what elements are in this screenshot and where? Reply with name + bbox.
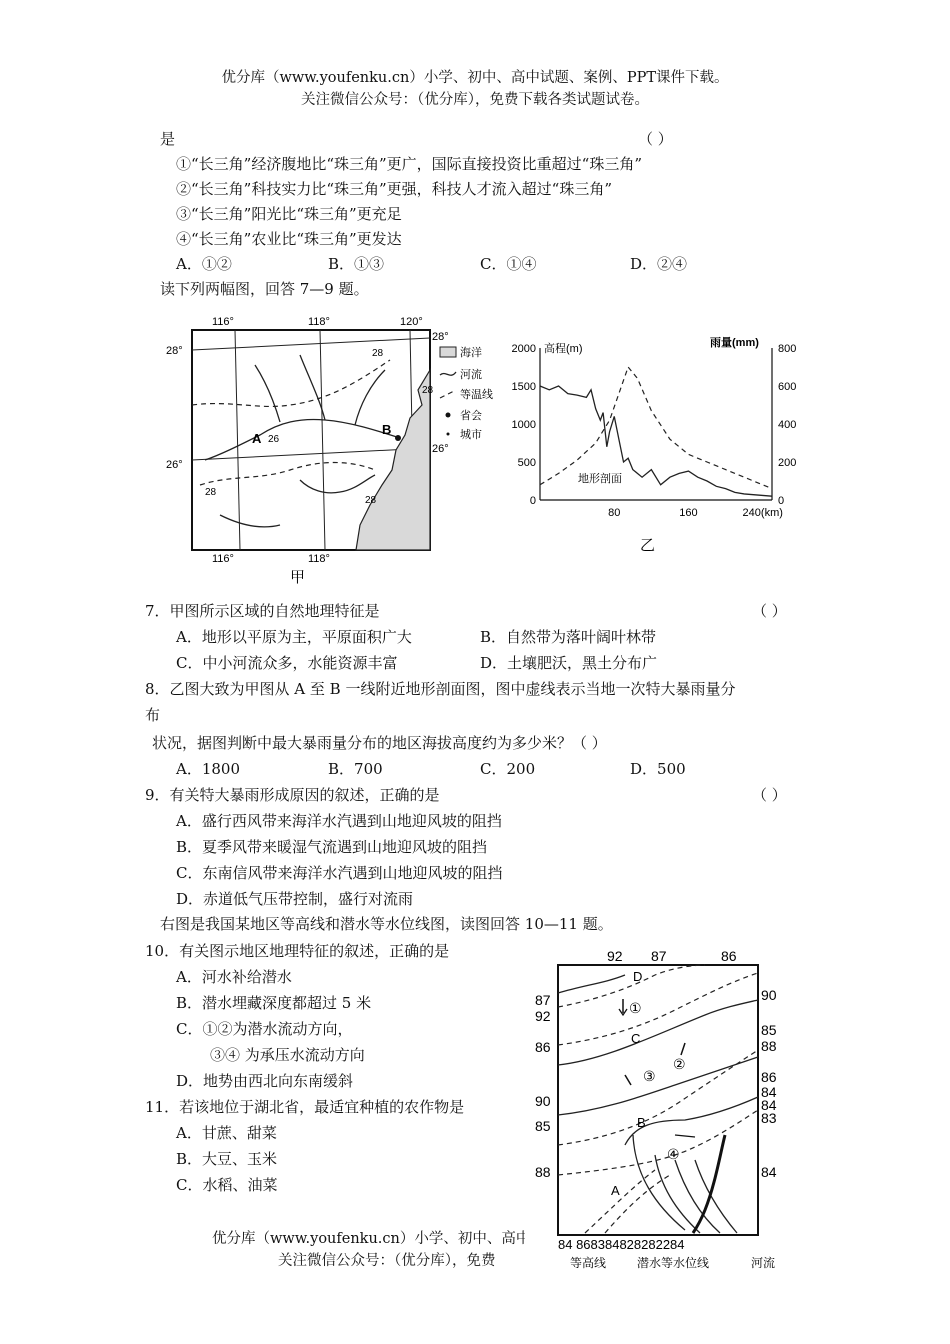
- footer-line-2: 关注微信公众号：（优分库），免费: [278, 1253, 496, 1269]
- legend-ocean: 海洋: [460, 347, 482, 359]
- q6-option-c: C．①④: [480, 255, 537, 273]
- q11-option-c: C．水稻、油菜: [176, 1176, 278, 1194]
- contour-right-label: 84: [761, 1164, 777, 1180]
- q7-option-d: D．土壤肥沃，黑土分布广: [480, 654, 658, 672]
- right-tick-label: 800: [778, 343, 797, 355]
- isotherm-label: 26: [268, 434, 280, 445]
- contour-right-label: 90: [761, 987, 777, 1003]
- q7-paren: （ ）: [752, 602, 787, 620]
- lon-label: 116°: [212, 553, 234, 565]
- lon-label: 118°: [308, 553, 330, 565]
- q10-option-b: B．潜水埋藏深度都超过 5 米: [176, 994, 372, 1012]
- legend-water-table: 潜水等水位线: [637, 1256, 710, 1270]
- contour-frame: [558, 965, 758, 1235]
- q7-stem: 7．甲图所示区域的自然地理特征是: [145, 602, 380, 620]
- contour-left-label: 86: [535, 1039, 551, 1055]
- q8-option-a: A．1800: [176, 760, 241, 778]
- contour-right-label: 83: [761, 1110, 777, 1126]
- right-tick-label: 600: [778, 381, 797, 393]
- contour-left-label: 87: [535, 992, 551, 1008]
- legend-city: 城市: [460, 429, 482, 441]
- q8-option-b: B．700: [328, 760, 383, 778]
- x-tick-label: 160: [679, 507, 698, 519]
- contour-top-label: 86: [721, 948, 737, 964]
- isotherm-label: 28: [422, 385, 434, 396]
- rainfall-dashed-line: [540, 367, 772, 489]
- point-a-label: A: [611, 1183, 620, 1198]
- left-tick-label: 2000: [511, 343, 536, 355]
- q9-stem: 9．有关特大暴雨形成原因的叙述，正确的是: [145, 786, 440, 804]
- q8-stem-cont: 状况，据图判断中最大暴雨量分布的地区海拔高度约为多少米？（ ）: [152, 734, 607, 752]
- q6-item: ③“长三角”阳光比“珠三角”更充足: [176, 205, 402, 223]
- lon-label: 118°: [308, 316, 330, 328]
- contour-right-label: 88: [761, 1038, 777, 1054]
- profile-label: 地形剖面: [578, 473, 622, 485]
- figure-yi-chart: [500, 330, 820, 560]
- contour-right-label: 85: [761, 1022, 777, 1038]
- right-tick-label: 200: [778, 457, 797, 469]
- intro-7-9: 读下列两幅图，回答 7—9 题。: [160, 280, 369, 298]
- left-tick-label: 1000: [511, 419, 536, 431]
- q9-option-a: A．盛行西风带来海洋水汽遇到山地迎风坡的阻挡: [176, 812, 502, 830]
- legend-ocean-swatch: [440, 347, 456, 357]
- lat-label: 28°: [166, 345, 183, 357]
- contour-left-label: 88: [535, 1164, 551, 1180]
- legend-contour: 等高线: [570, 1256, 607, 1270]
- legend-capital: 省会: [460, 410, 482, 422]
- contour-left-label: 92: [535, 1008, 551, 1024]
- contour-top-label: 92: [607, 948, 623, 964]
- left-tick-label: 0: [529, 495, 536, 507]
- q11-stem: 11．若该地位于湖北省，最适宜种植的农作物是: [145, 1098, 465, 1116]
- arrow-2-label: ②: [673, 1056, 686, 1072]
- legend-river: 河流: [751, 1256, 776, 1270]
- lat-label: 28°: [432, 331, 449, 343]
- point-c-label: C: [631, 1031, 641, 1046]
- lon-label: 120°: [400, 316, 423, 328]
- q10-stem: 10．有关图示地区地理特征的叙述，正确的是: [145, 942, 450, 960]
- legend-river-swatch: [440, 372, 456, 375]
- header-line-2: 关注微信公众号：（优分库），免费下载各类试题试卷。: [301, 92, 649, 108]
- legend-river: 河流: [460, 369, 482, 381]
- q6-option-a: A．①②: [176, 255, 232, 273]
- q11-option-b: B．大豆、玉米: [176, 1150, 278, 1168]
- q6-option-b: B．①③: [328, 255, 385, 273]
- q10-option-d: D．地势由西北向东南缓斜: [176, 1072, 354, 1090]
- left-tick-label: 500: [517, 457, 536, 469]
- q6-paren: （ ）: [638, 130, 673, 148]
- contour-left-label: 90: [535, 1093, 551, 1109]
- q10-option-c-cont: ③④ 为承压水流动方向: [210, 1046, 365, 1064]
- contour-right-label: 86: [761, 1069, 777, 1085]
- q8-option-d: D．500: [630, 760, 686, 778]
- q8-option-c: C．200: [480, 760, 536, 778]
- point-a-label: A: [252, 431, 262, 446]
- q7-option-b: B．自然带为落叶阔叶林带: [480, 628, 657, 646]
- header-line-1: 优分库（www.youfenku.cn）小学、初中、高中试题、案例、PPT课件下载。: [221, 70, 729, 86]
- point-b-label: B: [382, 422, 392, 437]
- q6-item: ④“长三角”农业比“珠三角”更发达: [176, 230, 402, 248]
- right-tick-label: 0: [778, 495, 785, 507]
- contour-right-label: 84: [761, 1084, 777, 1100]
- q6-option-d: D．②④: [630, 255, 688, 273]
- figure-jia-map: [160, 310, 500, 590]
- q6-item: ②“长三角”科技实力比“珠三角”更强，科技人才流入超过“珠三角”: [176, 180, 613, 198]
- figure-yi-caption: 乙: [640, 537, 656, 554]
- lon-label: 116°: [212, 316, 234, 328]
- x-tick-label: 240(km): [742, 507, 783, 519]
- q11-option-a: A．甘蔗、甜菜: [176, 1124, 277, 1142]
- q10-option-c: C．①②为潜水流动方向，: [176, 1020, 353, 1038]
- arrow-4-label: ④: [667, 1146, 680, 1162]
- point-d-label: D: [633, 969, 643, 984]
- q9-paren: （ ）: [752, 786, 787, 804]
- figure-contour-map: [525, 945, 800, 1275]
- contour-right-label: 84: [761, 1097, 777, 1113]
- figure-jia-caption: 甲: [290, 569, 306, 586]
- isotherm-label: 28: [205, 487, 217, 498]
- q9-option-c: C．东南信风带来海洋水汽遇到山地迎风坡的阻挡: [176, 864, 503, 882]
- q9-option-b: B．夏季风带来暖湿气流遇到山地迎风坡的阻挡: [176, 838, 488, 856]
- isotherm-label: 28: [372, 348, 384, 359]
- arrow-1-label: ①: [629, 1000, 642, 1016]
- legend-capital-swatch: [446, 413, 451, 418]
- lat-label: 26°: [166, 459, 183, 471]
- q7-option-c: C．中小河流众多，水能资源丰富: [176, 654, 398, 672]
- lat-label: 26°: [432, 443, 449, 455]
- terrain-profile-line: [540, 386, 772, 496]
- right-axis-title: 雨量(mm): [710, 337, 759, 349]
- intro-10-11: 右图是我国某地区等高线和潜水等水位线图，读图回答 10—11 题。: [160, 915, 613, 933]
- q8-stem-cont: 布: [145, 706, 161, 724]
- x-tick-label: 80: [608, 507, 621, 519]
- left-axis-title: 高程(m): [544, 343, 583, 355]
- left-tick-label: 1500: [511, 381, 536, 393]
- provincial-capital-dot: [395, 435, 401, 441]
- point-b-label: B: [637, 1115, 646, 1130]
- legend-isotherm-swatch: [440, 390, 456, 398]
- q9-option-d: D．赤道低气压带控制，盛行对流雨: [176, 890, 414, 908]
- contour-left-label: 85: [535, 1118, 551, 1134]
- q7-option-a: A．地形以平原为主，平原面积广大: [176, 628, 412, 646]
- legend-isotherm: 等温线: [460, 389, 493, 401]
- q10-option-a: A．河水补给潜水: [176, 968, 292, 986]
- contour-bottom-labels: 84 868384828282284: [558, 1237, 685, 1252]
- chart-ticks: [512, 343, 797, 519]
- contour-top-label: 87: [651, 948, 667, 964]
- q8-stem: 8．乙图大致为甲图从 A 至 B 一线附近地形剖面图，图中虚线表示当地一次特大暴雨量分: [145, 680, 736, 698]
- isotherm-label: 28: [365, 495, 377, 506]
- q6-item: ①“长三角”经济腹地比“珠三角”更广，国际直接投资比重超过“珠三角”: [176, 155, 643, 173]
- arrow-3-label: ③: [643, 1068, 656, 1084]
- footer-line-1: 优分库（www.youfenku.cn）小学、初中、高中: [212, 1231, 531, 1247]
- q6-tail: 是: [160, 130, 176, 148]
- legend-city-swatch: [447, 433, 450, 436]
- right-tick-label: 400: [778, 419, 797, 431]
